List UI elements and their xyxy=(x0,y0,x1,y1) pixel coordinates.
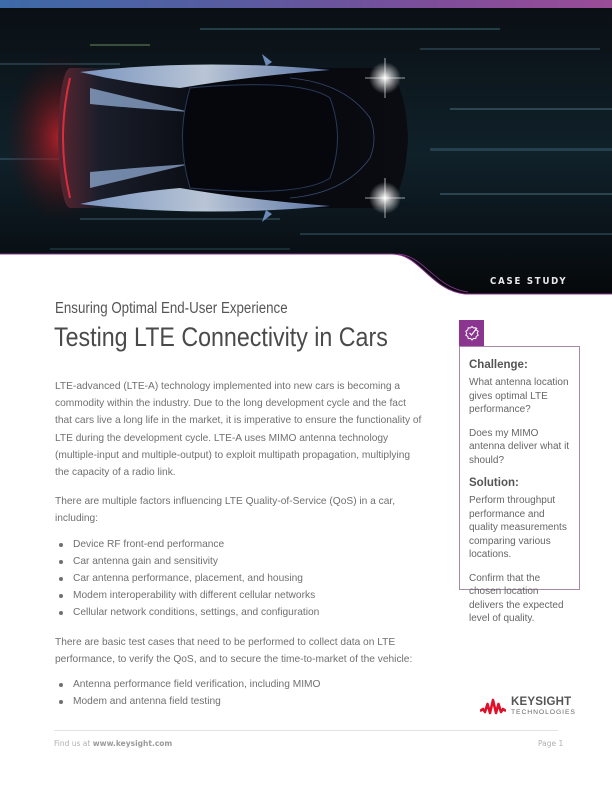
footer-prefix: Find us at xyxy=(54,739,93,748)
main-body xyxy=(55,378,423,722)
intro-paragraph: LTE-advanced (LTE-A) technology implemented into new cars is becoming a commodity within the industry. Due to the long development cycle and the fact that cars live a long life in the market, it is imperative to ensure the functionality of LTE during the development cycle. LTE-A uses MIMO antenna technology (multiple-input and multiple-output) to exploit multipath propagation, multiplying the capacity of a radio link. xyxy=(55,381,422,479)
logo-subtitle: TECHNOLOGIES xyxy=(511,708,576,716)
footer-url-link[interactable]: www.keysight.com xyxy=(92,739,173,748)
solution-heading: Solution: xyxy=(469,477,519,489)
list-item: Antenna performance field verification, including MIMO xyxy=(73,676,423,693)
list-item: Cellular network conditions, settings, and configuration xyxy=(73,604,423,621)
logo-name: KEYSIGHT xyxy=(511,696,572,708)
page-number: Page 1 xyxy=(538,739,564,748)
hero-curve-divider xyxy=(0,240,612,302)
keysight-wave-icon xyxy=(480,698,506,716)
solution-item: Perform throughput performance and quality measurements comparing various locations. xyxy=(469,495,567,560)
badge-check-icon xyxy=(459,320,484,346)
list-item: Car antenna performance, placement, and housing xyxy=(73,570,423,587)
test-cases-list xyxy=(55,676,423,710)
page-title: Testing LTE Connectivity in Cars xyxy=(54,322,388,352)
case-study-badge: CASE STUDY xyxy=(490,276,568,287)
challenge-item: Does my MIMO antenna deliver what it should? xyxy=(469,427,570,466)
list-item: Modem and antenna field testing xyxy=(73,693,423,710)
footer-find-us xyxy=(54,739,172,748)
top-gradient-bar xyxy=(0,0,612,8)
keysight-logo[interactable] xyxy=(480,697,576,716)
list-item: Device RF front-end performance xyxy=(73,536,423,553)
factors-paragraph: There are multiple factors influencing LTE Quality-of-Service (QoS) in a car, including: xyxy=(55,496,396,525)
challenge-solution-box xyxy=(459,346,580,624)
test-cases-paragraph: There are basic test cases that need to be performed to collect data on LTE performance, to verify the QoS, and to secure the time-to-market of the vehicle: xyxy=(55,636,413,665)
footer-divider xyxy=(54,730,558,731)
list-item: Car antenna gain and sensitivity xyxy=(73,553,423,570)
solution-item: Confirm that the chosen location delivers the expected level of quality. xyxy=(469,572,564,624)
list-item: Modem interoperability with different cellular networks xyxy=(73,587,423,604)
challenge-heading: Challenge: xyxy=(469,359,528,371)
challenge-item: What antenna location gives optimal LTE performance? xyxy=(469,377,569,415)
page-subtitle: Ensuring Optimal End-User Experience xyxy=(55,300,288,317)
factors-list xyxy=(55,536,423,622)
